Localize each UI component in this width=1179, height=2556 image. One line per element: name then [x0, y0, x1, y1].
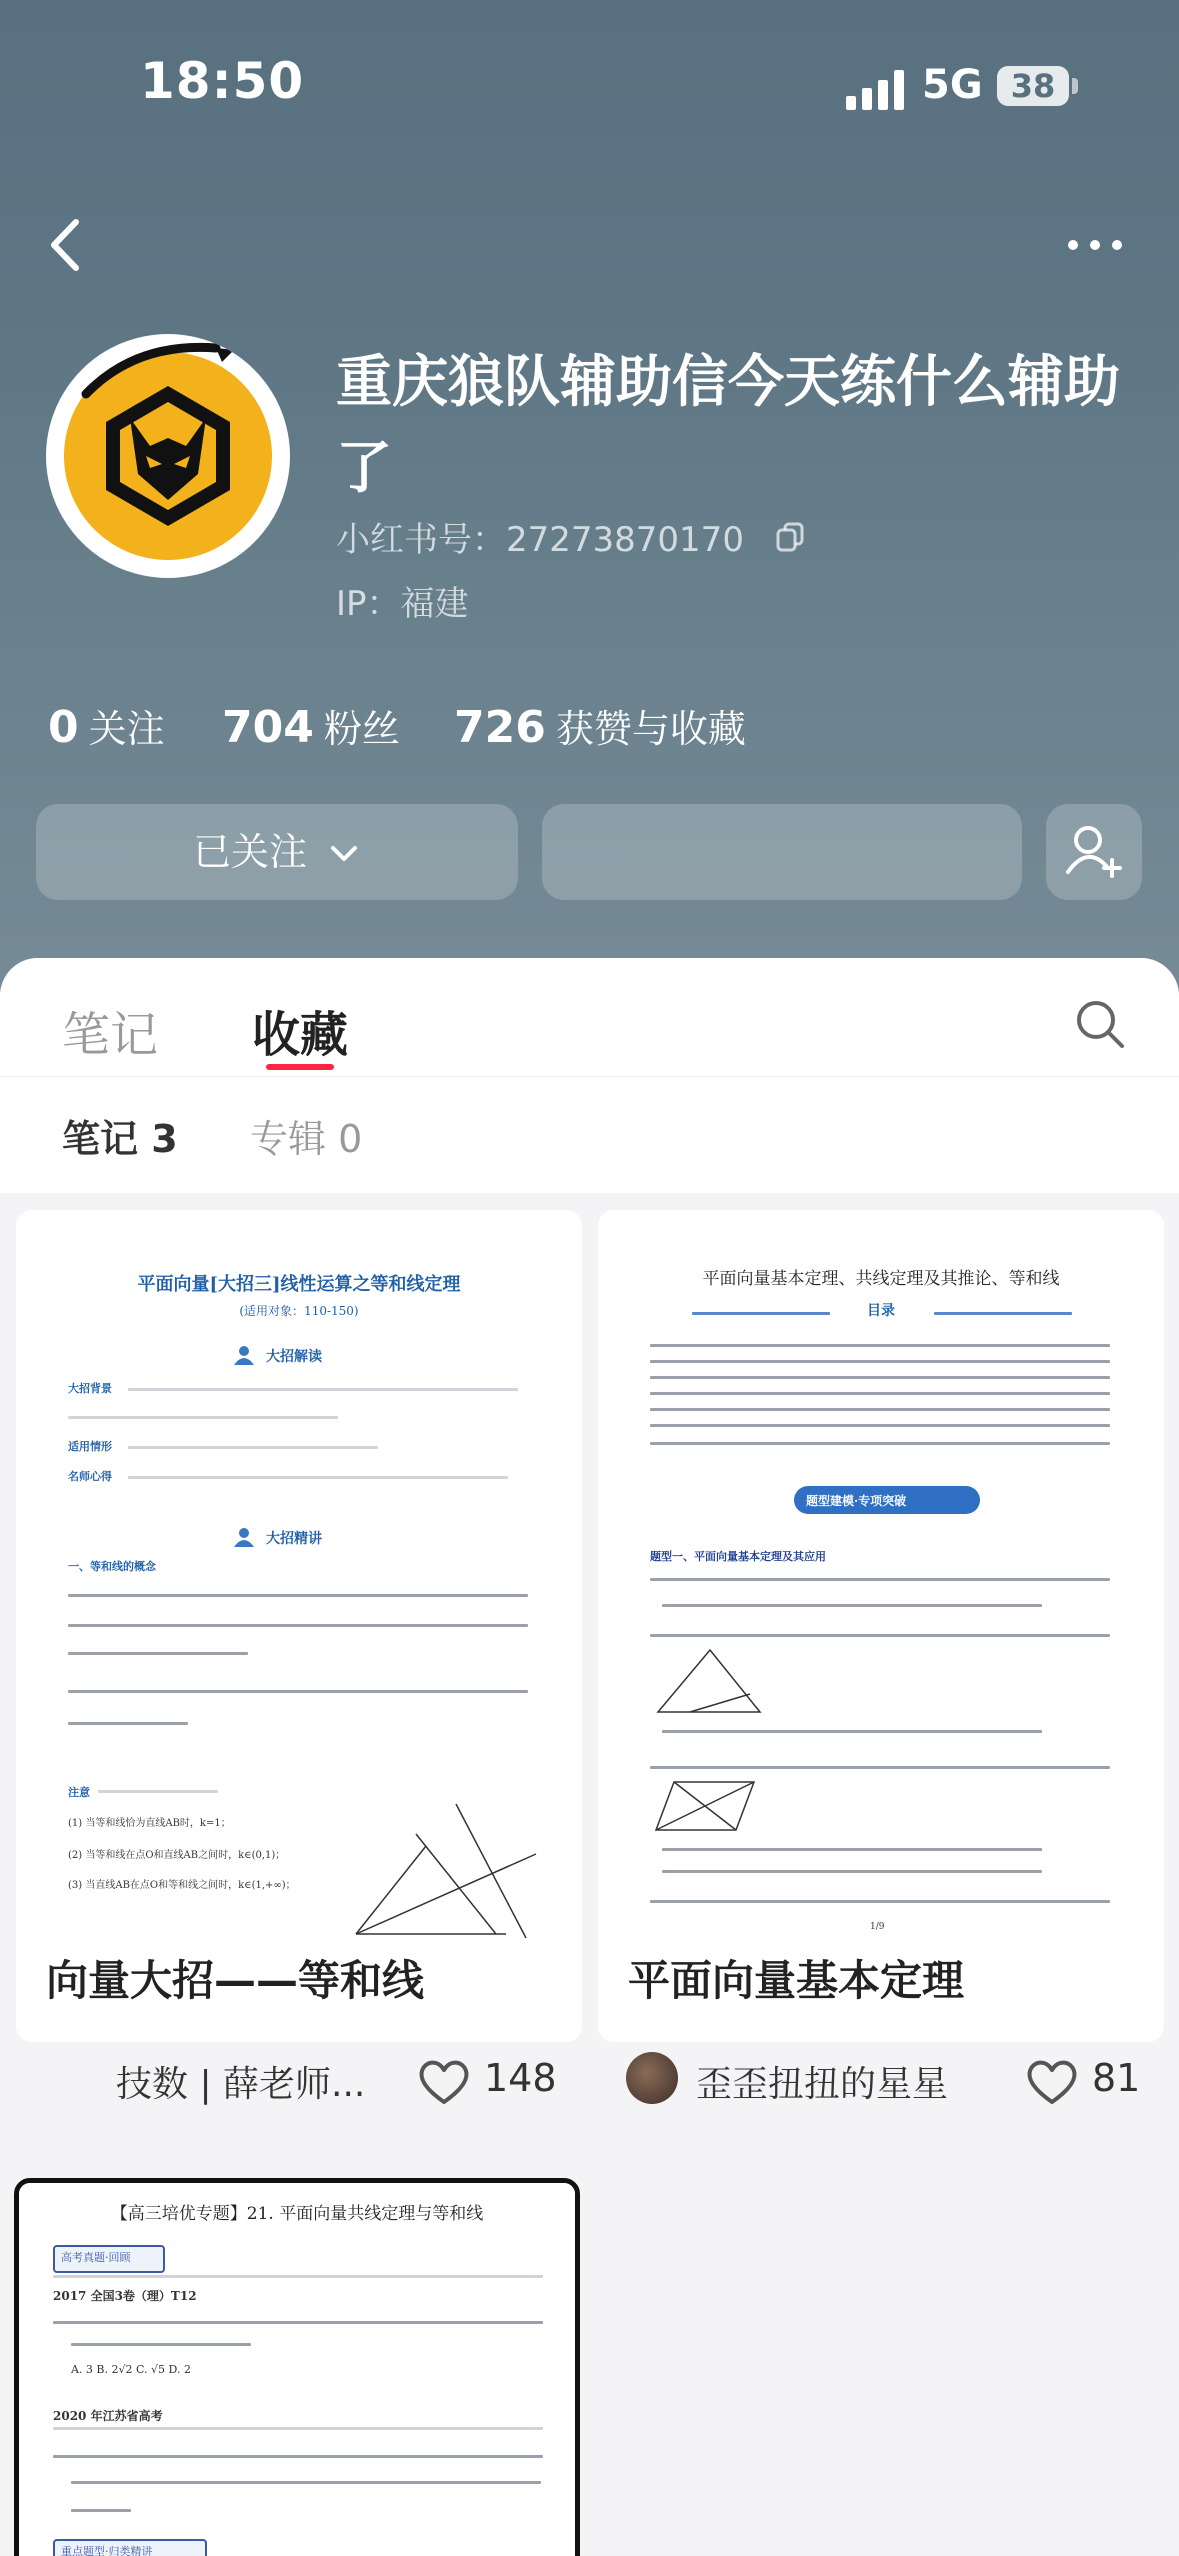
geometry-diagram [346, 1794, 556, 1944]
tab-collections[interactable]: 收藏 [252, 1007, 349, 1063]
signal-icon [846, 70, 904, 110]
avatar[interactable] [46, 334, 290, 578]
stat-following[interactable] [48, 698, 165, 753]
stat-following-label: 关注 [88, 707, 165, 751]
doc-banner-text: 题型建模·专项突破 [806, 1494, 907, 1508]
doc-heading: 一、等和线的概念 [68, 1560, 156, 1573]
doc-tag-text: 重点题型·归类精讲 [61, 2545, 153, 2556]
tab-notes[interactable]: 笔记 [62, 1007, 159, 1063]
doc-line: (2) 当等和线在点O和直线AB之间时，k∈(0,1)； [68, 1850, 286, 1861]
note-cover-image [16, 1210, 582, 1910]
doc-bullet: 大招背景 [68, 1382, 112, 1395]
note-card[interactable] [14, 2178, 580, 2556]
doc-note: 注意 [68, 1786, 90, 1799]
search-button[interactable] [1074, 998, 1126, 1050]
search-icon [1074, 998, 1126, 1050]
battery-icon: 38 [997, 66, 1069, 106]
triangle-diagram [650, 1646, 770, 1716]
doc-title: 平面向量基本定理、共线定理及其推论、等和线 [702, 1269, 1060, 1289]
content-sheet [0, 958, 1179, 2556]
chevron-down-icon [327, 843, 361, 865]
person-icon [232, 1344, 256, 1366]
note-author[interactable]: 歪歪扭扭的星星 [696, 2064, 949, 2105]
active-tab-indicator [266, 1064, 334, 1070]
doc-bullet: 适用情形 [68, 1440, 112, 1453]
ip-location: IP：福建 [336, 584, 469, 624]
doc-subtitle: (适用对象：110-150) [239, 1304, 359, 1318]
doc-exam: 2017 全国3卷（理）T12 [53, 2289, 197, 2303]
doc-section: 大招解读 [266, 1349, 322, 1365]
note-card[interactable] [598, 1210, 1164, 2042]
doc-page-number: 1/9 [870, 1922, 885, 1932]
more-dot-icon [1068, 240, 1078, 250]
battery-nub [1072, 78, 1078, 94]
stat-likes-value: 726 [454, 702, 546, 753]
doc-title: 【高三培优专题】21. 平面向量共线定理与等和线 [110, 2204, 484, 2224]
note-title: 向量大招——等和线 [46, 1956, 425, 2005]
add-user-icon [1046, 804, 1142, 900]
subtab-notes[interactable]: 笔记 3 [62, 1117, 178, 1161]
message-button[interactable] [542, 804, 1022, 900]
doc-line: (1) 当等和线恰为直线AB时，k=1； [68, 1818, 231, 1829]
red-id: 小红书号：27273870170 [336, 520, 744, 560]
stat-followers-value: 704 [222, 702, 314, 753]
doc-question-heading: 题型一、平面向量基本定理及其应用 [650, 1550, 826, 1563]
heart-icon[interactable] [1026, 2058, 1078, 2106]
more-options-button[interactable] [1060, 226, 1130, 266]
add-friend-button[interactable] [1046, 804, 1142, 900]
doc-section: 大招精讲 [266, 1531, 322, 1547]
heart-icon[interactable] [418, 2058, 470, 2106]
wolves-logo-icon [46, 334, 290, 578]
like-count: 81 [1092, 2056, 1141, 2100]
tab-bar [0, 958, 1179, 1077]
doc-options: A. 3 B. 2√2 C. √5 D. 2 [71, 2363, 191, 2376]
network-type: 5G [922, 62, 983, 108]
copy-icon[interactable] [776, 522, 804, 552]
chevron-left-icon [40, 210, 96, 280]
doc-exam: 2020 年江苏省高考 [53, 2409, 163, 2423]
subtab-albums[interactable]: 专辑 0 [250, 1117, 363, 1161]
note-title: 平面向量基本定理 [628, 1956, 965, 2005]
stat-likes-label: 获赞与收藏 [555, 707, 746, 751]
more-dot-icon [1090, 240, 1100, 250]
status-time: 18:50 [140, 52, 305, 110]
profile-name: 重庆狼队辅助信今天练什么辅助了 [336, 350, 1120, 501]
more-dot-icon [1112, 240, 1122, 250]
stat-followers[interactable] [222, 698, 400, 753]
note-author[interactable]: 技数 | 薛老师... [116, 2064, 366, 2105]
note-cover-image [19, 2183, 575, 2556]
doc-line: (3) 当直线AB在点O和等和线之间时，k∈(1,+∞)； [68, 1880, 296, 1891]
like-count: 148 [484, 2056, 557, 2100]
stat-followers-label: 粉丝 [323, 707, 400, 751]
back-button[interactable] [40, 210, 96, 280]
stat-likes[interactable] [454, 698, 746, 753]
stat-following-value: 0 [48, 702, 79, 753]
person-icon [232, 1526, 256, 1548]
note-card[interactable] [16, 1210, 582, 2042]
doc-title: 平面向量[大招三]线性运算之等和线定理 [137, 1274, 461, 1295]
parallelogram-diagram [650, 1776, 760, 1836]
doc-toc-label: 目录 [867, 1303, 895, 1319]
following-label: 已关注 [192, 830, 307, 874]
following-button[interactable] [36, 804, 518, 900]
doc-tag-text: 高考真题·回顾 [61, 2251, 131, 2264]
doc-bullet: 名师心得 [68, 1470, 112, 1483]
author-avatar[interactable] [626, 2052, 678, 2104]
note-cover-image [598, 1210, 1164, 1932]
